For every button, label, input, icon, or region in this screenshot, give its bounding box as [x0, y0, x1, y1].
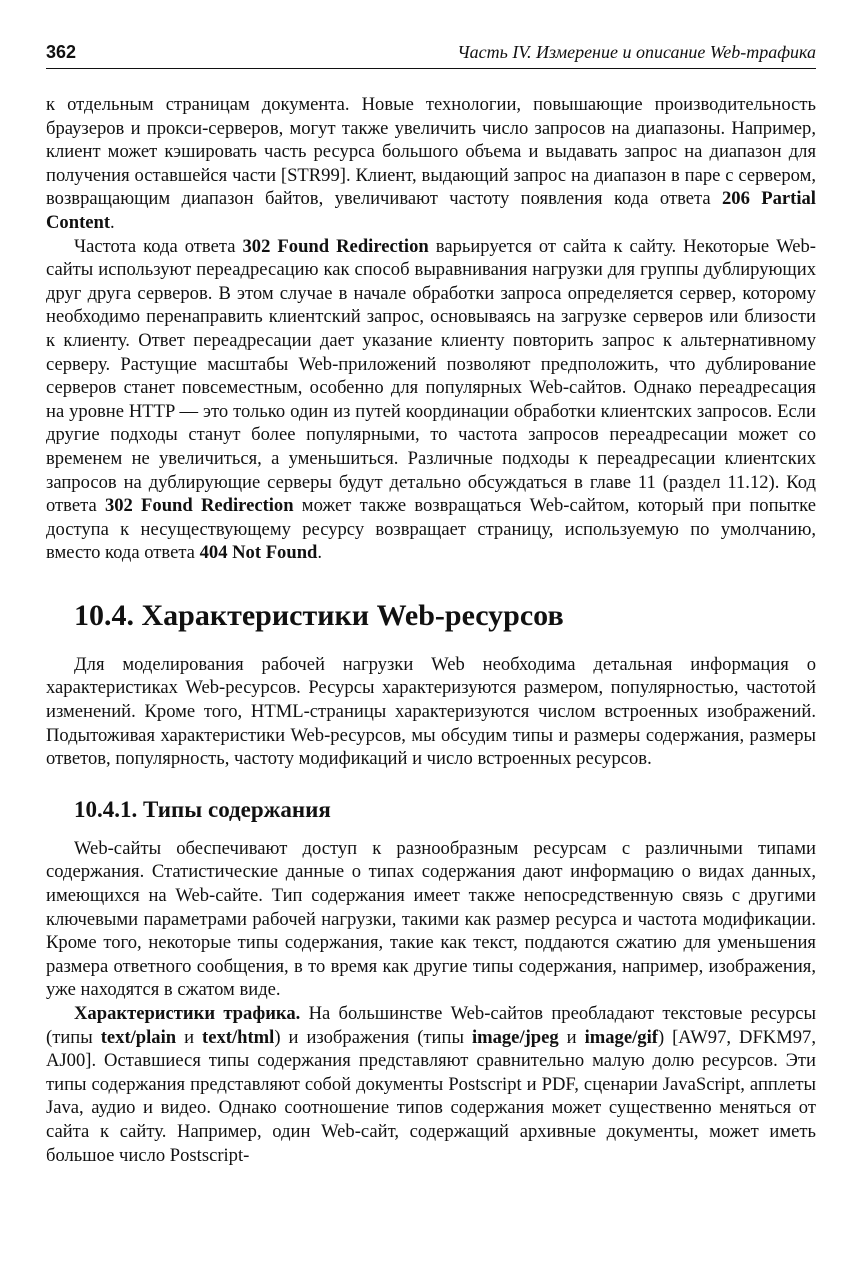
- page-content: [46, 93, 816, 1167]
- mime-image-jpeg: image/jpeg: [471, 1026, 559, 1048]
- mime-image-gif: image/gif: [584, 1026, 658, 1048]
- section-title: 10.4. Характеристики Web-ресурсов: [74, 598, 564, 632]
- running-title: Часть IV. Измерение и описание Web-трафика: [457, 42, 816, 62]
- run-in-heading: Характеристики трафика.: [74, 1003, 301, 1024]
- status-code-404: 404 Not Found: [199, 542, 318, 564]
- paragraph-continued: к отдельным страницам документа. Новые технологии, повышающие производительность браузеров и прокси-серверов, могут также увеличить число запросов на диапазоны. Например, клиент может кэшировать часть ресурса большого объема и выдавать запрос на диапазон для получения оставшейся части [STR99]. Клиент, выдающий запрос на диапазон в паре с сервером, возвращающим диапазон байтов, увеличивают частоту появления кода ответа 206 Partial Content.: [46, 94, 816, 233]
- status-code-302-second: 302 Found Redirection: [104, 495, 294, 517]
- page-number: 362: [46, 42, 77, 62]
- status-code-302: 302 Found Redirection: [242, 235, 429, 257]
- paragraph-resources-intro: Для моделирования рабочей нагрузки Web необходима детальная информация о характеристиках Web-ресурсов. Ресурсы характеризуются размером, популярностью, частотой изменений. Кроме того, HTML-страницы характеризуются числом встроенных изображений. Подытоживая характеристики Web-ресурсов, мы обсудим типы и размеры содержания, размеры ответов, популярность, частоту модификаций и число встроенных ресурсов.: [46, 653, 816, 770]
- paragraph-content-types: Web-сайты обеспечивают доступ к разнообразным ресурсам с различными типами содержания. Статистические данные о типах содержания дают информацию о видах данных, имеющихся на Web-сайте. Тип содержания имеет также непосредственную связь с другими ключевыми параметрами рабочей нагрузки, такими как размер ресурса и частота модификации. Кроме того, некоторые типы содержания, такие как текст, поддаются сжатию для уменьшения размера ответного сообщения, в то время как другие типы содержания, например, изображения, уже находятся в сжатом виде.: [46, 837, 816, 1001]
- paragraph-redirection: Частота кода ответа 302 Found Redirection варьируется от сайта к сайту. Некоторые Web-сайты используют переадресацию как способ выравнивания нагрузки для группы дублирующих друг друга серверов. В этом случае в начале обработки запроса определяется сервер, которому необходимо перенаправить клиентский запрос, основываясь на загрузке серверов или близости к клиенту. Ответ переадресации дает указание клиенту повторить запрос к альтернативному серверу. Растущие масштабы Web-приложений позволяют предположить, что дублирование серверов станет повсеместным, особенно для популярных Web-сайтов. Однако переадресация на уровне HTTP — это только один из путей координации обработки клиентских запросов. Если другие подходы станут более популярными, то частота запросов переадресации может со временем не увеличиться, а уменьшиться. Различные подходы к переадресации клиентских запросов на дублирующие серверы будут детально обсуждаться в главе 11 (раздел 11.12). Код ответа 302 Found Redirection может также возвращаться Web-сайтом, который при попытке доступа к несуществующему ресурсу возвращает страницу, используемую по умолчанию, вместо кода ответа 404 Not Found.: [46, 235, 816, 564]
- subsection-title: 10.4.1. Типы содержания: [74, 796, 331, 822]
- paragraph-traffic-characteristics: Характеристики трафика. На большинстве Web-сайтов преобладают текстовые ресурсы (типы text/plain и text/html) и изображения (типы image/jpeg и image/gif) [AW97, DFKM97, AJ00]. Оставшиеся типы содержания представляют сравнительно малую долю ресурсов. Эти типы содержания представляют собой документы Postscript и PDF, сценарии JavaScript, апплеты Java, аудио и видео. Однако соотношение типов содержания может существенно меняться от сайта к сайту. Например, один Web-сайт, содержащий архивные документы, может иметь большое число Postscript-: [46, 1003, 816, 1166]
- mime-text-plain: text/plain: [100, 1026, 177, 1048]
- mime-text-html: text/html: [202, 1026, 275, 1048]
- running-header: [46, 40, 816, 69]
- status-code-206: 206 Partial Content: [46, 188, 816, 233]
